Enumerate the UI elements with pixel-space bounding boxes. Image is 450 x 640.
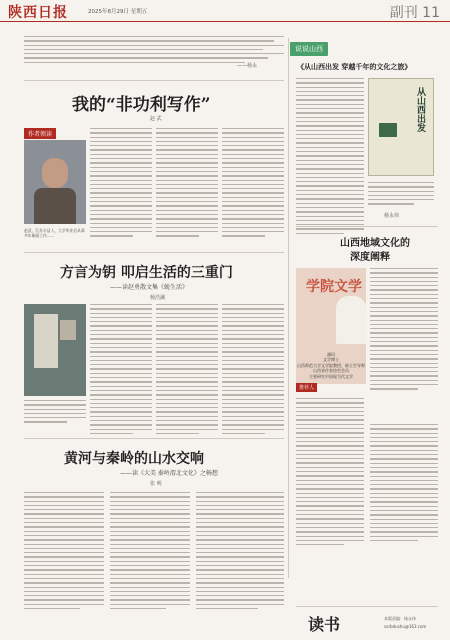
author-photo (24, 140, 86, 224)
newspaper-logo: 陕西日报 (8, 5, 68, 21)
promo-tag: 推荐人 (296, 383, 317, 392)
third-article-col2 (110, 492, 190, 609)
lead-article-col1 (90, 128, 152, 237)
second-article-col1 (90, 304, 152, 434)
second-article-col2 (156, 304, 218, 434)
right-mid-title-line2: 深度阐释 (350, 252, 390, 263)
right-mid-col1 (370, 268, 438, 390)
third-article-col1 (24, 492, 104, 609)
third-article-author: 张 明 (150, 481, 162, 487)
author-photo-caption: 赵武，江苏丰县人，大学毕业后从事多年新闻工作…… (24, 228, 85, 239)
issue-date: 2025年8月29日 星期五 (88, 9, 148, 15)
book-cover (368, 78, 434, 176)
column-banner: 说说山西 (290, 42, 328, 56)
book-cover-title: 从山西出发 (415, 87, 425, 132)
second-article-title: 方言为钥 叩启生活的三重门 (60, 265, 233, 281)
masthead (0, 0, 450, 22)
promo-portrait (336, 296, 366, 344)
second-article-caption (24, 400, 86, 436)
section-logo: 读书 (308, 615, 341, 634)
promo-panel (296, 268, 366, 384)
editor-credit: 本版责编：杨永伟 (384, 616, 416, 621)
section-tag: 作者领读 (24, 128, 56, 139)
page-label: 副刊 11 (389, 5, 440, 21)
third-article-col3 (196, 492, 284, 609)
right-top-text-col1 (296, 78, 364, 234)
right-top-text-col2 (368, 182, 434, 205)
editor-email: sxrbdushu@163.com (384, 624, 427, 629)
top-signature: ——杨永 (237, 63, 258, 69)
lead-article-col3 (222, 128, 284, 237)
second-article-author: 杨浩澜 (150, 295, 166, 301)
second-article-book-cover (24, 304, 86, 396)
third-article-subtitle: ——读《大美 秦岭渭北文化》之畅想 (120, 470, 218, 477)
book-cover-illustration (379, 123, 397, 137)
right-top-title: 《从山西出发 穿越千年的文化之旅》 (297, 62, 412, 71)
right-bottom-col2 (370, 424, 438, 541)
right-mid-author: 杨永伟 (384, 213, 400, 219)
lead-article-author: 赵 武 (150, 116, 162, 122)
promo-caption: 潘珂 文学博士 山西师范大学文学院教授，硕士生导师 山西省作家协会会员 主要研究中国现当代文学 (297, 352, 365, 379)
top-text-block (24, 36, 284, 63)
second-article-col3 (222, 304, 284, 434)
lead-article-title: 我的“非功利写作” (72, 95, 211, 115)
right-mid-title: 山西地域文化的 (340, 238, 410, 249)
promo-label: 学院文学 (306, 279, 362, 295)
second-article-subtitle: ——读赵勇散文集《蜕生活》 (110, 284, 189, 291)
right-bottom-col1 (296, 398, 364, 545)
lead-article-col2 (156, 128, 218, 237)
third-article-title: 黄河与秦岭的山水交响 (64, 451, 204, 467)
